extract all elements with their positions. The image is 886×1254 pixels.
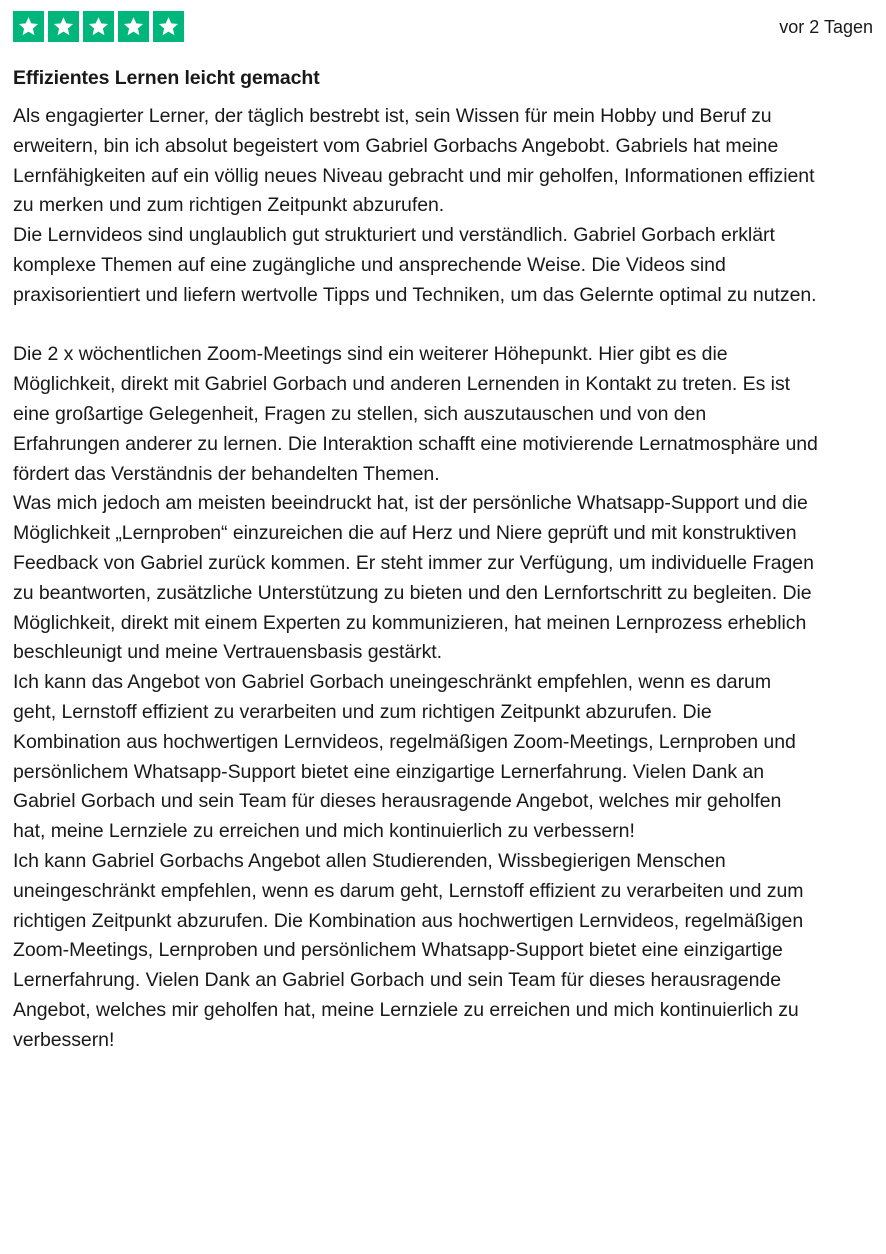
star-icon xyxy=(153,11,184,42)
review-paragraph: Ich kann das Angebot von Gabriel Gorbach uneingeschränkt empfehlen, wenn es darum geht, Lernstoff effizient zu verarbeiten und zum richtigen Zeitpunkt abzurufen. Die Kombination aus hochwertigen Lernvideos, regelmäßigen Zoom-Meetings, Lernproben und persönlichem Whatsapp-Support bietet eine einzigartige Lernerfahrung. Vielen Dank an Gabriel Gorbach und sein Team für dieses herausragende Angebot, welches mir geholfen hat, meine Lernziele zu erreichen und mich kontinuierlich zu verbessern! xyxy=(13,671,796,843)
star-icon xyxy=(48,11,79,42)
review-body xyxy=(13,102,818,1056)
star-icon xyxy=(118,11,149,42)
review-title: Effizientes Lernen leicht gemacht xyxy=(13,67,320,89)
review-paragraph: Was mich jedoch am meisten beeindruckt hat, ist der persönliche Whatsapp-Support und die Möglichkeit „Lernproben“ einzureichen die auf Herz und Niere geprüft und mit konstruktiven Feedback von Gabriel zurück kommen. Er steht immer zur Verfügung, um individuelle Fragen zu beantworten, zusätzliche Unterstützung zu bieten und den Lernfortschritt zu begleiten. Die Möglichkeit, direkt mit einem Experten zu kommunizieren, hat meinen Lernprozess erheblich beschleunigt und meine Vertrauensbasis gestärkt. xyxy=(13,492,814,664)
star-icon xyxy=(83,11,114,42)
review-paragraph: Ich kann Gabriel Gorbachs Angebot allen Studierenden, Wissbegierigen Menschen uneingeschränkt empfehlen, wenn es darum geht, Lernstoff effizient zu verarbeiten und zum richtigen Zeitpunkt abzurufen. Die Kombination aus hochwertigen Lernvideos, regelmäßigen Zoom-Meetings, Lernproben und persönlichem Whatsapp-Support bietet eine einzigartige Lernerfahrung. Vielen Dank an Gabriel Gorbach und sein Team für dieses herausragende Angebot, welches mir geholfen hat, meine Lernziele zu erreichen und mich kontinuierlich zu verbessern! xyxy=(13,849,804,1051)
star-rating xyxy=(13,11,184,42)
review-paragraph: Als engagierter Lerner, der täglich bestrebt ist, sein Wissen für mein Hobby und Beruf zu erweitern, bin ich absolut begeistert vom Gabriel Gorbachs Angebobt. Gabriels hat meine Lernfähigkeiten auf ein völlig neues Niveau gebracht und mir geholfen, Informationen effizient zu merken und zum richtigen Zeitpunkt abzurufen. xyxy=(13,105,815,217)
review-paragraph: Die Lernvideos sind unglaublich gut strukturiert und verständlich. Gabriel Gorbach erklärt komplexe Themen auf eine zugängliche und ansprechende Weise. Die Videos sind praxisorientiert und liefern wertvolle Tipps und Techniken, um das Gelernte optimal zu nutzen. xyxy=(13,224,817,306)
star-icon xyxy=(13,11,44,42)
review-date: vor 2 Tagen xyxy=(779,17,873,37)
paragraph-spacer xyxy=(13,311,818,341)
review-paragraph: Die 2 x wöchentlichen Zoom-Meetings sind ein weiterer Höhepunkt. Hier gibt es die Möglichkeit, direkt mit Gabriel Gorbach und anderen Lernenden in Kontakt zu treten. Es ist eine großartige Gelegenheit, Fragen zu stellen, sich auszutauschen und von den Erfahrungen anderer zu lernen. Die Interaktion schafft eine motivierende Lernatmosphäre und fördert das Verständnis der behandelten Themen. xyxy=(13,343,818,485)
review-card xyxy=(13,11,873,1056)
review-header xyxy=(13,11,873,43)
